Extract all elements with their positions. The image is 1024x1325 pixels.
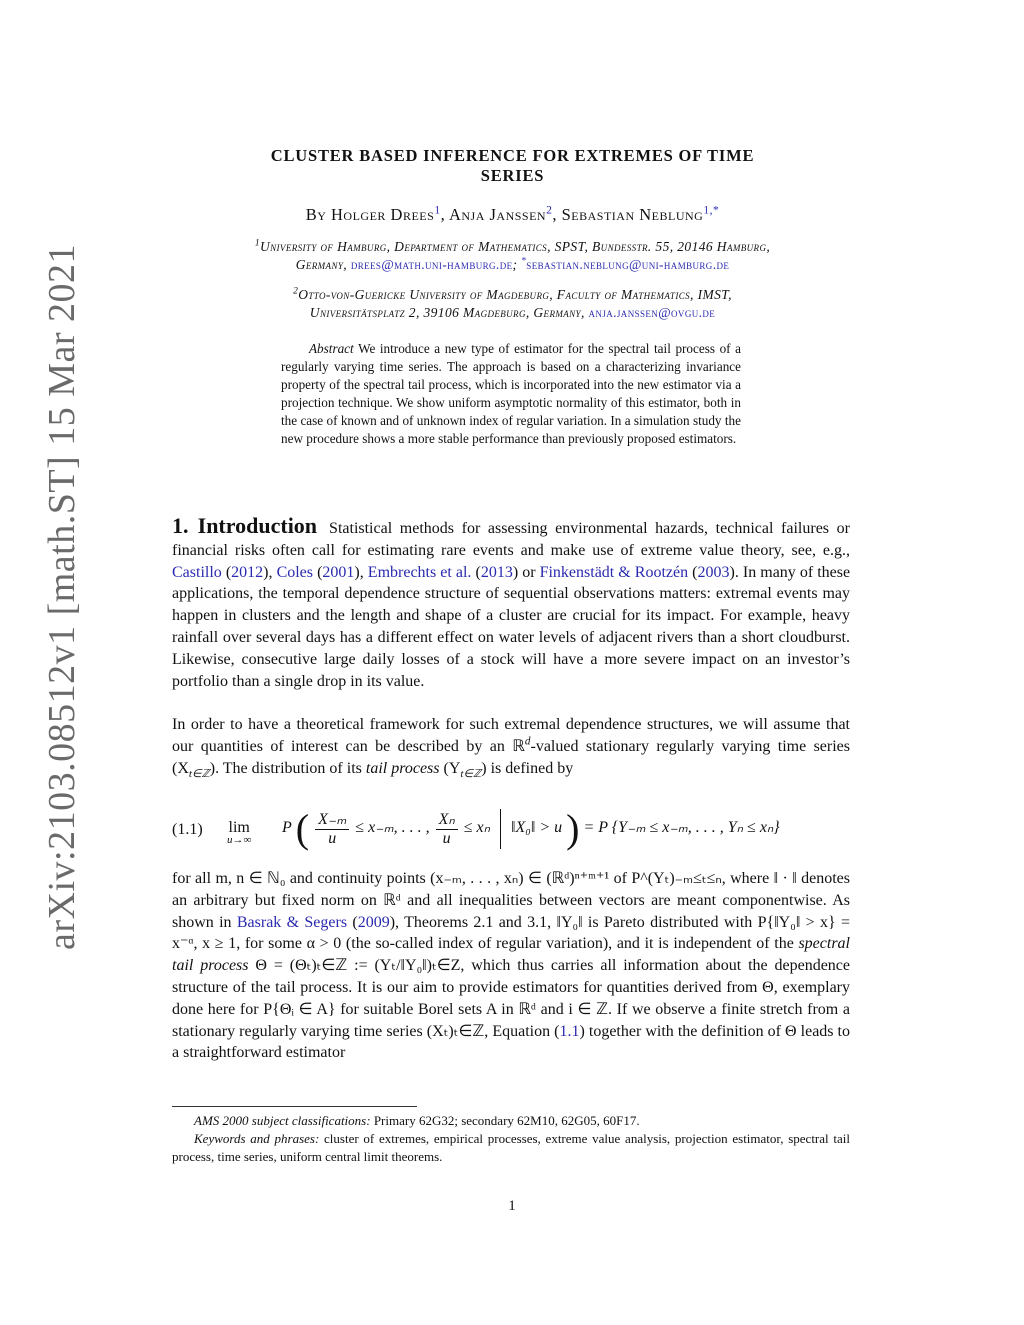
section-heading-introduction: 1. Introduction — [172, 513, 318, 538]
affil-1-line-1: University of Hamburg, Department of Mathematics, SPST, Bundesstr. 55, 20146 Hamburg, — [259, 239, 771, 254]
affil-2-marker: 2 — [293, 286, 299, 297]
p3-text: ( — [347, 913, 358, 931]
keywords-label: Keywords and phrases: — [194, 1131, 320, 1146]
intro-text: ). In many of these applications, the temporal dependence structure of sequential observations matters: extremal events may happen in clusters and the length and shape of a cluster are crucial for its impact. For example, heavy rainfall over several days has a different effect on water levels of adjacent rivers than a short cloudburst. Likewise, consecutive large daily losses of a stock will have a more severe impact on an investor’s portfolio than a single drop in its value. — [172, 563, 851, 690]
fraction-2-num: Xₙ — [436, 809, 458, 830]
email-janssen-link[interactable]: anja.janssen@ovgu.de — [588, 305, 716, 320]
abstract-text: We introduce a new type of estimator for the spectral tail process of a regularly varying time series. The approach is based on a characterizing invariance property of the spectral tail process, which is incorporated into the new estimator via a projection technique. We show uniform asymptotic normality of this estimator, both in the case of known and of unknown index of regular variation. In a simulation study the new procedure shows a more stable performance than previously proposed estimators. — [281, 341, 742, 446]
author-drees-affil[interactable]: 1 — [434, 204, 441, 217]
intro-text: (Y — [439, 759, 461, 777]
equation-lim-text: lim — [228, 819, 250, 836]
author-drees: Holger Drees — [331, 205, 435, 224]
introduction-paragraph-1 — [172, 515, 850, 692]
equation-limit — [227, 819, 251, 846]
equation-rhs: = P {Y₋ₘ ≤ x₋ₘ, . . . , Yₙ ≤ xₙ} — [583, 819, 780, 837]
equation-1-1 — [172, 805, 850, 865]
ref-coles-year[interactable]: 2001 — [322, 563, 355, 581]
p3-text: for all m, n ∈ ℕ₀ and continuity points (x₋ₘ, . . . , xₙ) ∈ (ℝᵈ)ⁿ⁺ᵐ⁺¹ of P^(Yₜ)₋ₘ≤ₜ≤ₙ, where ‖ · ‖ denotes an arbitrary but fixed norm on ℝᵈ and all inequalities between vectors are meant componentwise. As shown in — [172, 870, 850, 931]
ref-embrechts[interactable]: Embrechts et al. — [367, 563, 472, 581]
page-number: 1 — [508, 1198, 516, 1214]
affiliation-1 — [175, 238, 850, 274]
ref-castillo[interactable]: Castillo — [172, 563, 222, 581]
footnote-keywords — [172, 1130, 850, 1166]
conditional-bar — [500, 809, 501, 849]
ams-text: Primary 62G32; secondary 62M10, 62G05, 60F17. — [370, 1113, 640, 1128]
intro-text: In order to have a theoretical framework for such extremal dependence structures, we will assume that our quantities of interest can be described by an ℝ — [172, 716, 850, 755]
ams-label: AMS 2000 subject classifications: — [194, 1113, 371, 1128]
fraction-2-den: u — [442, 830, 451, 847]
author-neblung-affil[interactable]: 1,* — [703, 204, 720, 217]
equation-condition: ‖X₀‖ > u — [511, 819, 563, 837]
intro-text: d — [524, 735, 531, 748]
ref-coles[interactable]: Coles — [276, 563, 314, 581]
ref-finkenstadt-year[interactable]: 2003 — [697, 563, 730, 581]
author-list: By Holger Drees$^1$, Anja Janssen$^2$, Sebastian Neblung$^{1,*}$ — [305, 204, 720, 224]
affil-1-marker: 1 — [254, 238, 260, 249]
author-prefix: By — [305, 205, 332, 224]
intro-text: ) or — [512, 563, 540, 581]
corresponding-star: * — [521, 256, 527, 267]
equation-ref-1-1[interactable]: 1.1 — [559, 1022, 580, 1040]
intro-text: ( — [471, 563, 481, 581]
fraction-1-num: X₋ₘ — [315, 809, 349, 830]
abstract-label: Abstract — [309, 341, 354, 356]
author-janssen-affil[interactable]: 2 — [546, 204, 553, 217]
affil-2-line-2: Universitätsplatz 2, 39106 Magdeburg, Germany, — [309, 305, 589, 320]
tail-process-term: tail process — [365, 759, 440, 777]
intro-text: ( — [221, 563, 232, 581]
affil-1-separator: ; — [512, 257, 522, 272]
intro-text: ). The distribution of its — [209, 759, 366, 777]
intro-text: ), — [263, 563, 277, 581]
ref-finkenstadt[interactable]: Finkenstädt & Rootzén — [539, 563, 689, 581]
affiliation-2 — [175, 286, 850, 322]
introduction-paragraph-3 — [172, 868, 850, 1064]
ref-castillo-year[interactable]: 2012 — [231, 563, 264, 581]
introduction-paragraph-2 — [172, 714, 850, 786]
keywords-text: cluster of extremes, empirical processes, extreme value analysis, projection estimator, spectral tail process, time series, uniform central limit theorems. — [172, 1131, 850, 1164]
author-neblung: Sebastian Neblung — [561, 205, 704, 224]
p3-text: ), Theorems 2.1 and 3.1, ‖Y₀‖ is Pareto distributed with P{‖Y₀‖ > x} = x⁻ᵅ, x ≥ 1, for some α > 0 (the so-called index of regular variation), and it is independent of the — [172, 913, 851, 953]
abstract — [281, 340, 741, 448]
fraction-1 — [315, 809, 349, 848]
spectral-tail-process-term: spectral tail process — [172, 935, 850, 975]
intro-text: t∈ℤ — [460, 767, 482, 780]
equation-body: P ( $\frac{\text{X₋ₘ}}{u}$ ≤ x₋ₘ, . . . , $\frac{\text{Xₙ}}{u}$ ≤ xₙ ‖X₀‖ > u ) = P {Y₋ₘ ≤ x₋ₘ, . . . , Yₙ ≤ xₙ} — [282, 806, 780, 851]
intro-text: -valued stationary regularly varying time series (X — [172, 737, 851, 777]
footnote-ams — [172, 1112, 850, 1130]
intro-text: ), — [354, 563, 368, 581]
title-line-1: CLUSTER BASED INFERENCE FOR EXTREMES OF TIME — [270, 146, 755, 165]
intro-text: Statistical methods for assessing environmental hazards, technical failures or financial risks often call for estimating rare events and make use of extreme value theory, see, e.g., — [172, 520, 850, 559]
equation-lim-sub: u→∞ — [227, 834, 252, 846]
author-janssen: Anja Janssen — [448, 205, 547, 224]
arxiv-identifier-stamp: arXiv:2103.08512v1 [math.ST] 15 Mar 2021 — [41, 243, 83, 950]
equation-mid-1: ≤ x₋ₘ, . . . , — [355, 819, 430, 837]
email-neblung-link[interactable]: sebastian.neblung@uni-hamburg.de — [526, 257, 730, 272]
intro-text: ) is defined by — [481, 759, 574, 777]
footnote-divider — [172, 1106, 417, 1107]
ref-embrechts-year[interactable]: 2013 — [480, 563, 513, 581]
intro-text: t∈ℤ — [188, 767, 210, 780]
title-line-2: SERIES — [480, 166, 545, 185]
email-drees-link[interactable]: drees@math.uni-hamburg.de — [350, 257, 513, 272]
ref-basrak-segers[interactable]: Basrak & Segers — [236, 913, 348, 931]
paper-title — [175, 146, 850, 186]
fraction-2 — [436, 809, 458, 848]
p3-text: Θ = (Θₜ)ₜ∈ℤ := (Yₜ/‖Y₀‖)ₜ∈Z, which thus carries all information about the dependence structure of the tail process. It is our aim to provide estimators for quantities derived from Θ, exemplary done here for P{Θᵢ ∈ A} for suitable Borel sets A in ℝᵈ and i ∈ ℤ. If we observe a finite stretch from a stationary regularly varying time series (Xₜ)ₜ∈ℤ, Equation ( — [172, 957, 850, 1040]
fraction-1-den: u — [328, 830, 337, 847]
p3-text: ) together with the definition of Θ leads to a straightforward estimator — [172, 1022, 851, 1062]
ref-basrak-segers-year[interactable]: 2009 — [357, 913, 390, 931]
affil-1-line-2: Germany, — [295, 257, 351, 272]
equation-number: (1.1) — [172, 821, 203, 838]
intro-text: ( — [688, 563, 698, 581]
equation-P: P — [282, 819, 292, 837]
equation-mid-2: ≤ xₙ — [463, 819, 491, 837]
affil-2-line-1: Otto-von-Guericke University of Magdeburg, Faculty of Mathematics, IMST, — [298, 287, 732, 302]
intro-text: ( — [313, 563, 323, 581]
